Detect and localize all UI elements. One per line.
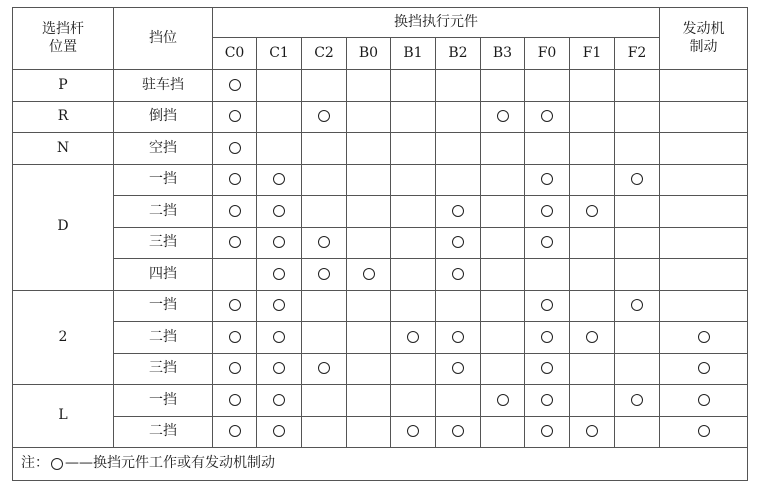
table-row bbox=[13, 227, 748, 259]
element-cell-c1 bbox=[257, 322, 302, 354]
engaged-circle-icon bbox=[452, 425, 464, 437]
element-cell-f2 bbox=[615, 385, 660, 417]
column-header-f1: F1 bbox=[570, 38, 615, 70]
element-cell-f0 bbox=[525, 385, 570, 417]
lever-position-cell: R bbox=[13, 101, 114, 133]
engaged-circle-icon bbox=[273, 236, 285, 248]
element-cell-b1 bbox=[391, 133, 436, 165]
lever-position-cell: P bbox=[13, 70, 114, 102]
element-cell-b0 bbox=[347, 290, 391, 322]
element-cell-f2 bbox=[615, 322, 660, 354]
element-cell-b3 bbox=[481, 164, 525, 196]
element-cell-f2 bbox=[615, 101, 660, 133]
engaged-circle-icon bbox=[541, 425, 553, 437]
element-cell-f1 bbox=[570, 353, 615, 385]
element-cell-c0 bbox=[213, 353, 257, 385]
element-cell-c0 bbox=[213, 322, 257, 354]
engaged-circle-icon bbox=[229, 110, 241, 122]
element-cell-b3 bbox=[481, 227, 525, 259]
element-cell-b0 bbox=[347, 353, 391, 385]
engaged-circle-icon bbox=[318, 236, 330, 248]
engaged-circle-icon bbox=[229, 299, 241, 311]
element-cell-c2 bbox=[302, 164, 347, 196]
element-cell-c1 bbox=[257, 164, 302, 196]
gear-cell: 二挡 bbox=[114, 416, 213, 448]
element-cell-c0 bbox=[213, 101, 257, 133]
gear-cell: 倒挡 bbox=[114, 101, 213, 133]
column-header-b2: B2 bbox=[436, 38, 481, 70]
engaged-circle-icon bbox=[698, 425, 710, 437]
element-cell-f1 bbox=[570, 196, 615, 228]
engaged-circle-icon bbox=[541, 331, 553, 343]
table-row bbox=[13, 259, 748, 291]
element-cell-f1 bbox=[570, 101, 615, 133]
engine-brake-cell bbox=[660, 133, 748, 165]
engaged-circle-icon bbox=[273, 394, 285, 406]
element-cell-b1 bbox=[391, 227, 436, 259]
note-row bbox=[13, 448, 748, 481]
legend-circle-icon bbox=[51, 458, 63, 470]
element-cell-b3 bbox=[481, 133, 525, 165]
element-cell-b0 bbox=[347, 322, 391, 354]
engaged-circle-icon bbox=[452, 205, 464, 217]
element-cell-f0 bbox=[525, 196, 570, 228]
element-cell-b3 bbox=[481, 416, 525, 448]
engaged-circle-icon bbox=[631, 299, 643, 311]
element-cell-f0 bbox=[525, 259, 570, 291]
engaged-circle-icon bbox=[407, 331, 419, 343]
table-row bbox=[13, 164, 748, 196]
element-cell-c0 bbox=[213, 416, 257, 448]
engaged-circle-icon bbox=[586, 425, 598, 437]
engine-brake-cell bbox=[660, 353, 748, 385]
element-cell-f2 bbox=[615, 416, 660, 448]
element-cell-b2 bbox=[436, 164, 481, 196]
element-cell-f2 bbox=[615, 70, 660, 102]
engaged-circle-icon bbox=[273, 205, 285, 217]
element-cell-f1 bbox=[570, 322, 615, 354]
element-cell-b0 bbox=[347, 196, 391, 228]
element-cell-f0 bbox=[525, 133, 570, 165]
element-cell-f1 bbox=[570, 133, 615, 165]
table-row bbox=[13, 385, 748, 417]
engaged-circle-icon bbox=[229, 205, 241, 217]
engine-brake-cell bbox=[660, 196, 748, 228]
engaged-circle-icon bbox=[229, 79, 241, 91]
element-cell-b3 bbox=[481, 290, 525, 322]
element-cell-b1 bbox=[391, 290, 436, 322]
lever-position-cell: D bbox=[13, 164, 114, 290]
element-cell-b3 bbox=[481, 101, 525, 133]
element-cell-f2 bbox=[615, 196, 660, 228]
engaged-circle-icon bbox=[452, 362, 464, 374]
header-engine-brake: 发动机 制动 bbox=[660, 8, 748, 70]
gear-cell: 三挡 bbox=[114, 227, 213, 259]
engaged-circle-icon bbox=[541, 394, 553, 406]
table-row bbox=[13, 290, 748, 322]
element-cell-c1 bbox=[257, 290, 302, 322]
engine-brake-cell bbox=[660, 70, 748, 102]
element-cell-b3 bbox=[481, 259, 525, 291]
element-cell-b1 bbox=[391, 70, 436, 102]
element-cell-f1 bbox=[570, 290, 615, 322]
engaged-circle-icon bbox=[363, 268, 375, 280]
element-cell-b2 bbox=[436, 101, 481, 133]
element-cell-f0 bbox=[525, 101, 570, 133]
engaged-circle-icon bbox=[541, 362, 553, 374]
element-cell-c0 bbox=[213, 164, 257, 196]
element-cell-c0 bbox=[213, 290, 257, 322]
engaged-circle-icon bbox=[698, 331, 710, 343]
gear-cell: 一挡 bbox=[114, 385, 213, 417]
element-cell-c2 bbox=[302, 290, 347, 322]
element-cell-f1 bbox=[570, 164, 615, 196]
column-header-f0: F0 bbox=[525, 38, 570, 70]
engaged-circle-icon bbox=[631, 173, 643, 185]
engaged-circle-icon bbox=[497, 110, 509, 122]
element-cell-b3 bbox=[481, 385, 525, 417]
element-cell-c2 bbox=[302, 322, 347, 354]
column-header-c2: C2 bbox=[302, 38, 347, 70]
element-cell-c0 bbox=[213, 133, 257, 165]
engine-brake-cell bbox=[660, 385, 748, 417]
element-cell-b1 bbox=[391, 353, 436, 385]
engaged-circle-icon bbox=[229, 331, 241, 343]
engaged-circle-icon bbox=[229, 236, 241, 248]
engaged-circle-icon bbox=[586, 205, 598, 217]
element-cell-f1 bbox=[570, 259, 615, 291]
engaged-circle-icon bbox=[452, 331, 464, 343]
engaged-circle-icon bbox=[229, 142, 241, 154]
engaged-circle-icon bbox=[698, 394, 710, 406]
element-cell-b2 bbox=[436, 133, 481, 165]
gear-cell: 二挡 bbox=[114, 322, 213, 354]
engaged-circle-icon bbox=[586, 331, 598, 343]
element-cell-b1 bbox=[391, 385, 436, 417]
engaged-circle-icon bbox=[541, 236, 553, 248]
element-cell-c0 bbox=[213, 385, 257, 417]
element-cell-c1 bbox=[257, 416, 302, 448]
engine-brake-cell bbox=[660, 259, 748, 291]
element-cell-c2 bbox=[302, 259, 347, 291]
table-row bbox=[13, 101, 748, 133]
engaged-circle-icon bbox=[318, 362, 330, 374]
element-cell-b0 bbox=[347, 101, 391, 133]
element-cell-b0 bbox=[347, 133, 391, 165]
engaged-circle-icon bbox=[452, 268, 464, 280]
element-cell-b0 bbox=[347, 259, 391, 291]
element-cell-f1 bbox=[570, 70, 615, 102]
element-cell-b2 bbox=[436, 227, 481, 259]
element-cell-b3 bbox=[481, 70, 525, 102]
element-cell-b2 bbox=[436, 353, 481, 385]
element-cell-f0 bbox=[525, 290, 570, 322]
gear-cell: 三挡 bbox=[114, 353, 213, 385]
element-cell-b0 bbox=[347, 70, 391, 102]
table-row bbox=[13, 70, 748, 102]
engine-brake-cell bbox=[660, 290, 748, 322]
element-cell-b1 bbox=[391, 322, 436, 354]
element-cell-b1 bbox=[391, 259, 436, 291]
element-cell-c0 bbox=[213, 259, 257, 291]
shift-element-table-document bbox=[12, 7, 747, 480]
element-cell-b2 bbox=[436, 322, 481, 354]
gear-cell: 空挡 bbox=[114, 133, 213, 165]
element-cell-c2 bbox=[302, 101, 347, 133]
element-cell-c1 bbox=[257, 353, 302, 385]
engaged-circle-icon bbox=[273, 362, 285, 374]
element-cell-b3 bbox=[481, 353, 525, 385]
table-row bbox=[13, 196, 748, 228]
header-shift-elements: 换挡执行元件 bbox=[213, 8, 660, 38]
column-header-b1: B1 bbox=[391, 38, 436, 70]
element-cell-c1 bbox=[257, 196, 302, 228]
engaged-circle-icon bbox=[318, 268, 330, 280]
engine-brake-cell bbox=[660, 164, 748, 196]
engaged-circle-icon bbox=[407, 425, 419, 437]
engaged-circle-icon bbox=[541, 299, 553, 311]
engaged-circle-icon bbox=[452, 236, 464, 248]
table-row bbox=[13, 322, 748, 354]
table-row bbox=[13, 133, 748, 165]
element-cell-b3 bbox=[481, 196, 525, 228]
element-cell-b0 bbox=[347, 227, 391, 259]
element-cell-b2 bbox=[436, 259, 481, 291]
engaged-circle-icon bbox=[541, 110, 553, 122]
element-cell-b0 bbox=[347, 416, 391, 448]
element-cell-f2 bbox=[615, 164, 660, 196]
element-cell-b2 bbox=[436, 385, 481, 417]
engaged-circle-icon bbox=[229, 425, 241, 437]
engaged-circle-icon bbox=[273, 331, 285, 343]
element-cell-f0 bbox=[525, 227, 570, 259]
element-cell-c2 bbox=[302, 227, 347, 259]
engaged-circle-icon bbox=[273, 173, 285, 185]
element-cell-c1 bbox=[257, 385, 302, 417]
element-cell-c1 bbox=[257, 70, 302, 102]
element-cell-f2 bbox=[615, 227, 660, 259]
engaged-circle-icon bbox=[497, 394, 509, 406]
engine-brake-cell bbox=[660, 101, 748, 133]
gear-cell: 一挡 bbox=[114, 164, 213, 196]
element-cell-b2 bbox=[436, 416, 481, 448]
element-cell-c2 bbox=[302, 353, 347, 385]
element-cell-f2 bbox=[615, 290, 660, 322]
gear-cell: 一挡 bbox=[114, 290, 213, 322]
element-cell-b2 bbox=[436, 290, 481, 322]
engaged-circle-icon bbox=[229, 362, 241, 374]
column-header-b0: B0 bbox=[347, 38, 391, 70]
table-row bbox=[13, 353, 748, 385]
element-cell-b1 bbox=[391, 196, 436, 228]
engaged-circle-icon bbox=[273, 425, 285, 437]
element-cell-b1 bbox=[391, 101, 436, 133]
engaged-circle-icon bbox=[229, 173, 241, 185]
lever-position-cell: L bbox=[13, 385, 114, 448]
column-header-c0: C0 bbox=[213, 38, 257, 70]
element-cell-b3 bbox=[481, 322, 525, 354]
lever-position-cell: N bbox=[13, 133, 114, 165]
element-cell-c2 bbox=[302, 416, 347, 448]
element-cell-f1 bbox=[570, 416, 615, 448]
element-cell-f0 bbox=[525, 353, 570, 385]
element-cell-b1 bbox=[391, 416, 436, 448]
column-header-c1: C1 bbox=[257, 38, 302, 70]
element-cell-c1 bbox=[257, 133, 302, 165]
element-cell-f2 bbox=[615, 133, 660, 165]
engine-brake-cell bbox=[660, 227, 748, 259]
element-cell-b2 bbox=[436, 196, 481, 228]
engine-brake-cell bbox=[660, 416, 748, 448]
element-cell-c0 bbox=[213, 196, 257, 228]
element-cell-c2 bbox=[302, 70, 347, 102]
element-cell-f2 bbox=[615, 259, 660, 291]
note-prefix: 注： bbox=[21, 455, 49, 472]
gear-cell: 四挡 bbox=[114, 259, 213, 291]
element-cell-f1 bbox=[570, 227, 615, 259]
lever-position-cell: 2 bbox=[13, 290, 114, 385]
header-gear: 挡位 bbox=[114, 8, 213, 70]
engaged-circle-icon bbox=[318, 110, 330, 122]
table-row bbox=[13, 416, 748, 448]
engaged-circle-icon bbox=[229, 394, 241, 406]
legend-note bbox=[13, 448, 748, 481]
note-text: ——换挡元件工作或有发动机制动 bbox=[65, 455, 275, 472]
engine-brake-cell bbox=[660, 322, 748, 354]
element-cell-b1 bbox=[391, 164, 436, 196]
gear-cell: 二挡 bbox=[114, 196, 213, 228]
element-cell-f1 bbox=[570, 385, 615, 417]
element-cell-c2 bbox=[302, 196, 347, 228]
gear-cell: 驻车挡 bbox=[114, 70, 213, 102]
element-cell-f0 bbox=[525, 70, 570, 102]
element-cell-f2 bbox=[615, 353, 660, 385]
element-cell-c0 bbox=[213, 70, 257, 102]
element-cell-c1 bbox=[257, 259, 302, 291]
engaged-circle-icon bbox=[631, 394, 643, 406]
element-cell-b0 bbox=[347, 164, 391, 196]
element-cell-c0 bbox=[213, 227, 257, 259]
element-cell-b0 bbox=[347, 385, 391, 417]
element-cell-c2 bbox=[302, 385, 347, 417]
column-header-b3: B3 bbox=[481, 38, 525, 70]
engaged-circle-icon bbox=[698, 362, 710, 374]
shift-element-table bbox=[12, 7, 748, 481]
column-header-f2: F2 bbox=[615, 38, 660, 70]
header-lever-position: 选挡杆 位置 bbox=[13, 8, 114, 70]
element-cell-f0 bbox=[525, 416, 570, 448]
engaged-circle-icon bbox=[541, 205, 553, 217]
element-cell-b2 bbox=[436, 70, 481, 102]
engaged-circle-icon bbox=[541, 173, 553, 185]
element-cell-c1 bbox=[257, 101, 302, 133]
element-cell-c1 bbox=[257, 227, 302, 259]
element-cell-c2 bbox=[302, 133, 347, 165]
engaged-circle-icon bbox=[273, 299, 285, 311]
element-cell-f0 bbox=[525, 164, 570, 196]
element-cell-f0 bbox=[525, 322, 570, 354]
engaged-circle-icon bbox=[273, 268, 285, 280]
